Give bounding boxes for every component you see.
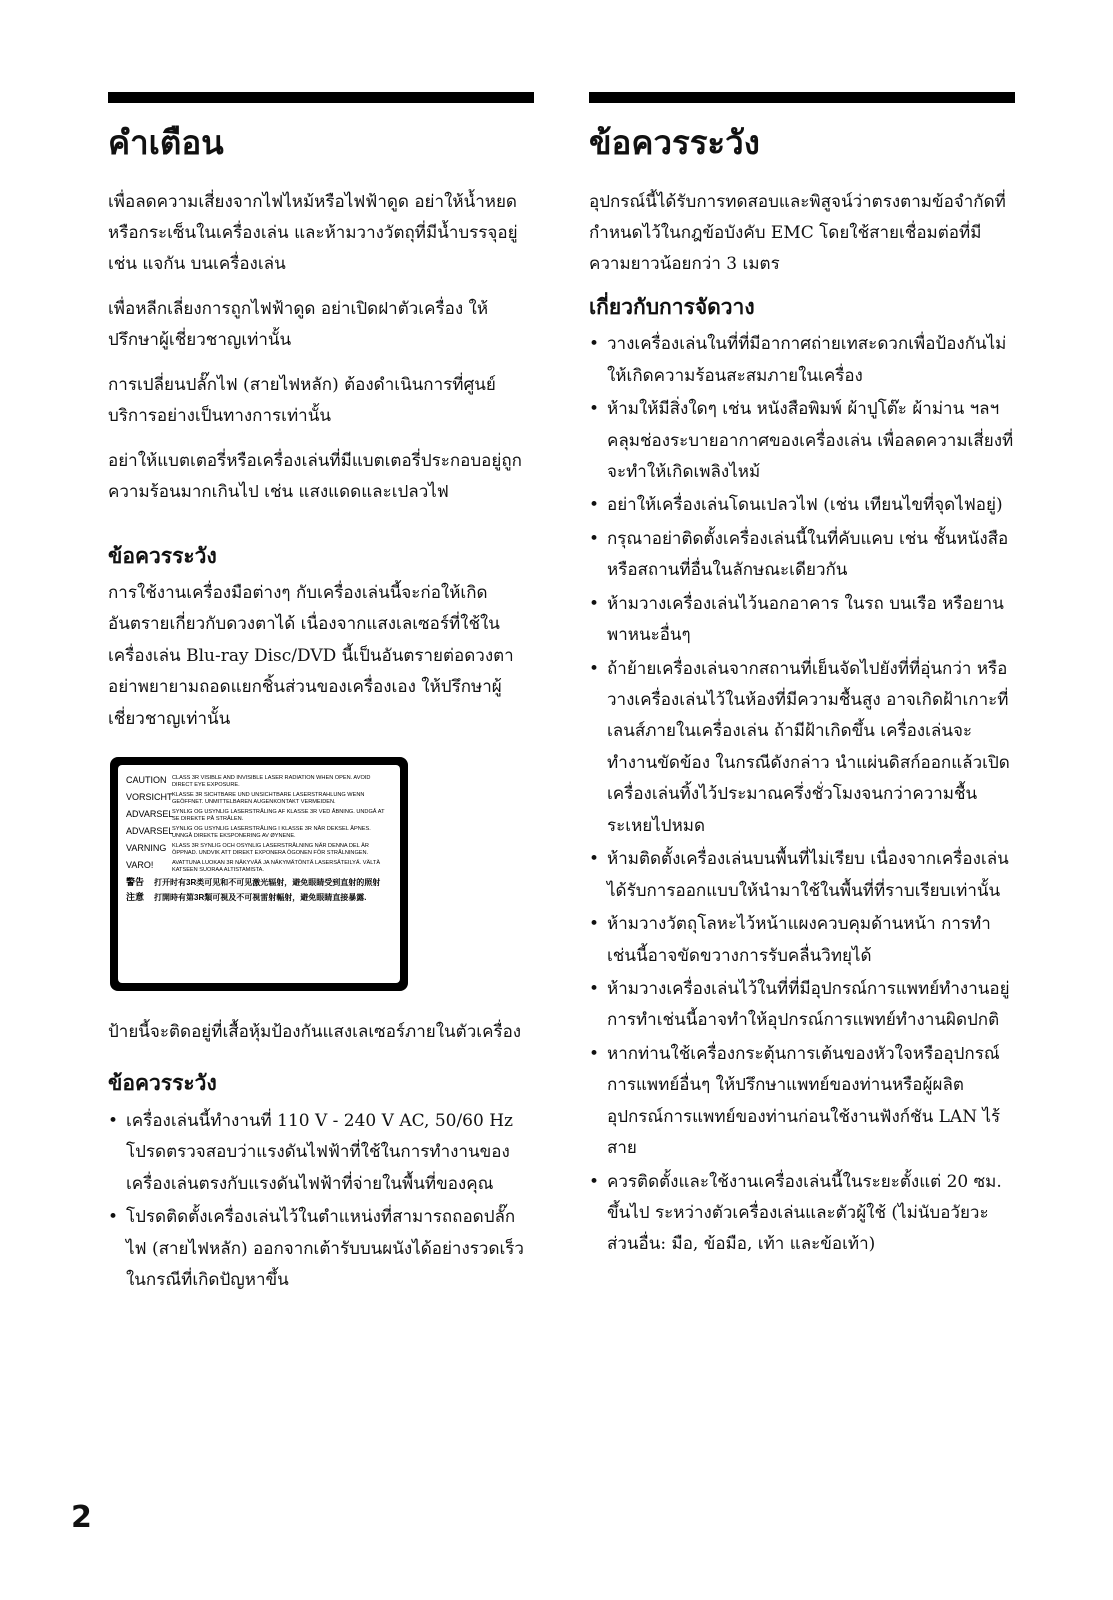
caution-paragraph: การใช้งานเครื่องมือต่างๆ กับเครื่องเล่นนี้จะก่อให้เกิดอันตรายเกี่ยวกับดวงตาได้ เนื่องจากแสงเลเซอร์ที่ใช้ในเครื่องเล่น Blu-ray Disc/DVD นี้เป็นอันตรายต่อดวงตา อย่าพยายามถอดแยกชิ้นส่วนของเครื่องเอง ให้ปรึกษาผู้เชี่ยวชาญเท่านั้น bbox=[108, 582, 514, 729]
heading-rule bbox=[589, 92, 1015, 103]
laser-label-row bbox=[126, 826, 392, 840]
placement-list bbox=[589, 329, 1015, 1261]
laser-label-text: KLASSE 3R SICHTBARE UND UNSICHTBARE LASERSTRAHLUNG WENN GEÖFFNET. UNMITTELBAREN AUGENKONTAKT VERMEIDEN. bbox=[172, 791, 365, 805]
label-caption: ป้ายนี้จะติดอยู่ที่เสื้อหุ้มป้องกันแสงเลเซอร์ภายในตัวเครื่อง bbox=[108, 1022, 522, 1043]
laser-label-row bbox=[126, 892, 392, 904]
list-item: • ห้ามวางเครื่องเล่นไว้ในที่ที่มีอุปกรณ์การแพทย์ทำงานอยู่ การทำเช่นนี้อาจทำให้อุปกรณ์การแพทย์ทำงานผิดปกติ bbox=[589, 974, 1015, 1037]
laser-label-key: VARNING bbox=[126, 842, 167, 853]
laser-label-row bbox=[126, 792, 392, 806]
placement-heading: เกี่ยวกับการจัดวาง bbox=[589, 294, 755, 319]
laser-label-text: CLASS 3R VISIBLE AND INVISIBLE LASER RADIATION WHEN OPEN. AVOID DIRECT EYE EXPOSURE. bbox=[172, 775, 371, 788]
laser-label-text: SYNLIG OG USYNLIG LASERSTRÅLING AF KLASSE 3R VED ÅBNING. UNDGÅ AT SE DIREKTE PÅ STRÅLEN. bbox=[172, 808, 385, 822]
laser-label-text: 打開時有第3R類可視及不可視雷射輻射，避免眼睛直接暴露. bbox=[154, 892, 367, 902]
laser-label-row bbox=[126, 877, 392, 889]
laser-label-key: 注意 bbox=[126, 891, 145, 902]
laser-label-key: CAUTION bbox=[126, 775, 167, 786]
heading-rule bbox=[108, 92, 534, 103]
list-item: • โปรดติดตั้งเครื่องเล่นไว้ในตำแหน่งที่สามารถถอดปลั๊กไฟ (สายไฟหลัก) ออกจากเต้ารับบนผนังได้อย่างรวดเร็วในกรณีที่เกิดปัญหาขึ้น bbox=[108, 1202, 534, 1296]
laser-label-text: AVATTUNA LUOKAN 3R NÄKYVÄÄ JA NÄKYMÄTÖNTÄ LASERSÄTEILYÄ. VÄLTÄ KATSEEN SUORAA ALTISTAMISTA. bbox=[172, 859, 381, 873]
list-item: • ถ้าย้ายเครื่องเล่นจากสถานที่เย็นจัดไปยังที่ที่อุ่นกว่า หรือวางเครื่องเล่นไว้ในห้องที่มีความชื้นสูง อาจเกิดฝ้าเกาะที่เลนส์ภายในเครื่องเล่น ถ้ามีฝ้าเกิดขึ้น เครื่องเล่นจะทำงานขัดข้อง ในกรณีดังกล่าว นำแผ่นดิสก์ออกแล้วเปิดเครื่องเล่นทิ้งไว้ประมาณครึ่งชั่วโมงจนกว่าความชื้นระเหยไปหมด bbox=[589, 654, 1015, 843]
warning-title: คำเตือน bbox=[108, 123, 224, 162]
caution-title: ข้อควรระวัง bbox=[589, 123, 760, 162]
list-item: • กรุณาอย่าติดตั้งเครื่องเล่นนี้ในที่คับแคบ เช่น ชั้นหนังสือ หรือสถานที่อื่นในลักษณะเดียวกัน bbox=[589, 524, 1015, 587]
left-column bbox=[108, 92, 534, 1298]
laser-label-key: VARO! bbox=[126, 859, 154, 870]
caution-heading: ข้อควรระวัง bbox=[108, 1071, 217, 1096]
list-item: • หากท่านใช้เครื่องกระตุ้นการเต้นของหัวใจหรืออุปกรณ์การแพทย์อื่นๆ ให้ปรึกษาแพทย์ของท่านหรือผู้ผลิตอุปกรณ์การแพทย์ของท่านก่อนใช้งานฟังก์ชัน LAN ไร้สาย bbox=[589, 1039, 1015, 1165]
page-number: 2 bbox=[71, 1500, 92, 1535]
list-item: • วางเครื่องเล่นในที่ที่มีอากาศถ่ายเทสะดวกเพื่อป้องกันไม่ให้เกิดความร้อนสะสมภายในเครื่อง bbox=[589, 329, 1015, 392]
caution-heading: ข้อควรระวัง bbox=[108, 543, 217, 568]
list-item: • ห้ามวางเครื่องเล่นไว้นอกอาคาร ในรถ บนเรือ หรือยานพาหนะอื่นๆ bbox=[589, 589, 1015, 652]
laser-label-key: VORSICHT bbox=[126, 791, 173, 802]
list-item: • ควรติดตั้งและใช้งานเครื่องเล่นนี้ในระยะตั้งแต่ 20 ซม. ขึ้นไป ระหว่างตัวเครื่องเล่นและตัวผู้ใช้ (ไม่นับอวัยวะส่วนอื่น: มือ, ข้อมือ, เท้า และข้อเท้า) bbox=[589, 1167, 1015, 1261]
list-item: • เครื่องเล่นนี้ทำงานที่ 110 V - 240 V AC, 50/60 Hz โปรดตรวจสอบว่าแรงดันไฟฟ้าที่ใช้ในการทำงานของเครื่องเล่นตรงกับแรงดันไฟฟ้าที่จ่ายในพื้นที่ของคุณ bbox=[108, 1106, 534, 1200]
warning-paragraph: เพื่อลดความเสี่ยงจากไฟไหม้หรือไฟฟ้าดูด อย่าให้น้ำหยดหรือกระเซ็นในเครื่องเล่น และห้ามวางวัตถุที่มีน้ำบรรจุอยู่ เช่น แจกัน บนเครื่องเล่น bbox=[108, 191, 518, 275]
laser-label-row bbox=[126, 809, 392, 823]
list-item: • ห้ามติดตั้งเครื่องเล่นบนพื้นที่ไม่เรียบ เนื่องจากเครื่องเล่นได้รับการออกแบบให้นำมาใช้ในพื้นที่ที่ราบเรียบเท่านั้น bbox=[589, 844, 1015, 907]
laser-warning-label-inner bbox=[118, 765, 400, 983]
laser-label-row bbox=[126, 860, 392, 874]
caution-list bbox=[108, 1106, 534, 1297]
list-item: • ห้ามวางวัตถุโลหะไว้หน้าแผงควบคุมด้านหน้า การทำเช่นนี้อาจขัดขวางการรับคลื่นวิทยุได้ bbox=[589, 909, 1015, 972]
laser-label-text: SYNLIG OG USYNLIG LASERSTRÅLING I KLASSE 3R NÅR DEKSEL ÅPNES. UNNGÅ DIREKTE EKSPONERING AV ØYNENE. bbox=[172, 825, 371, 839]
laser-warning-label bbox=[110, 757, 408, 991]
laser-label-row bbox=[126, 843, 392, 857]
laser-label-row bbox=[126, 775, 392, 789]
list-item: • ห้ามให้มีสิ่งใดๆ เช่น หนังสือพิมพ์ ผ้าปูโต๊ะ ผ้าม่าน ฯลฯ คลุมช่องระบายอากาศของเครื่องเล่น เพื่อลดความเสี่ยงที่จะทำให้เกิดเพลิงไหม้ bbox=[589, 394, 1015, 488]
emc-paragraph: อุปกรณ์นี้ได้รับการทดสอบและพิสูจน์ว่าตรงตามข้อจำกัดที่กำหนดไว้ในกฎข้อบังคับ EMC โดยใช้สายเชื่อมต่อที่มีความยาวน้อยกว่า 3 เมตร bbox=[589, 191, 1006, 275]
list-item: • อย่าให้เครื่องเล่นโดนเปลวไฟ (เช่น เทียนไขที่จุดไฟอยู่) bbox=[589, 490, 1015, 521]
warning-paragraph: เพื่อหลีกเลี่ยงการถูกไฟฟ้าดูด อย่าเปิดฝาตัวเครื่อง ให้ปรึกษาผู้เชี่ยวชาญเท่านั้น bbox=[108, 298, 489, 351]
laser-label-text: 打开时有3R类可见和不可见激光辐射，避免眼睛受到直射的照射 bbox=[154, 877, 381, 887]
laser-label-key: ADVARSEL bbox=[126, 825, 174, 836]
warning-paragraph: การเปลี่ยนปลั๊กไฟ (สายไฟหลัก) ต้องดำเนินการที่ศูนย์บริการอย่างเป็นทางการเท่านั้น bbox=[108, 374, 496, 427]
laser-label-key: ADVARSEL bbox=[126, 808, 174, 819]
laser-label-key: 警告 bbox=[126, 876, 145, 887]
warning-paragraph: อย่าให้แบตเตอรี่หรือเครื่องเล่นที่มีแบตเตอรี่ประกอบอยู่ถูกความร้อนมากเกินไป เช่น แสงแดดและเปลวไฟ bbox=[108, 450, 522, 503]
laser-label-text: KLASS 3R SYNLIG OCH OSYNLIG LASERSTRÅLNING NÄR DENNA DEL ÄR ÖPPNAD. UNDVIK ATT DIREKT EXPONERA ÖGONEN FÖR STRÅLNINGEN. bbox=[172, 842, 369, 856]
right-column bbox=[589, 92, 1015, 1263]
